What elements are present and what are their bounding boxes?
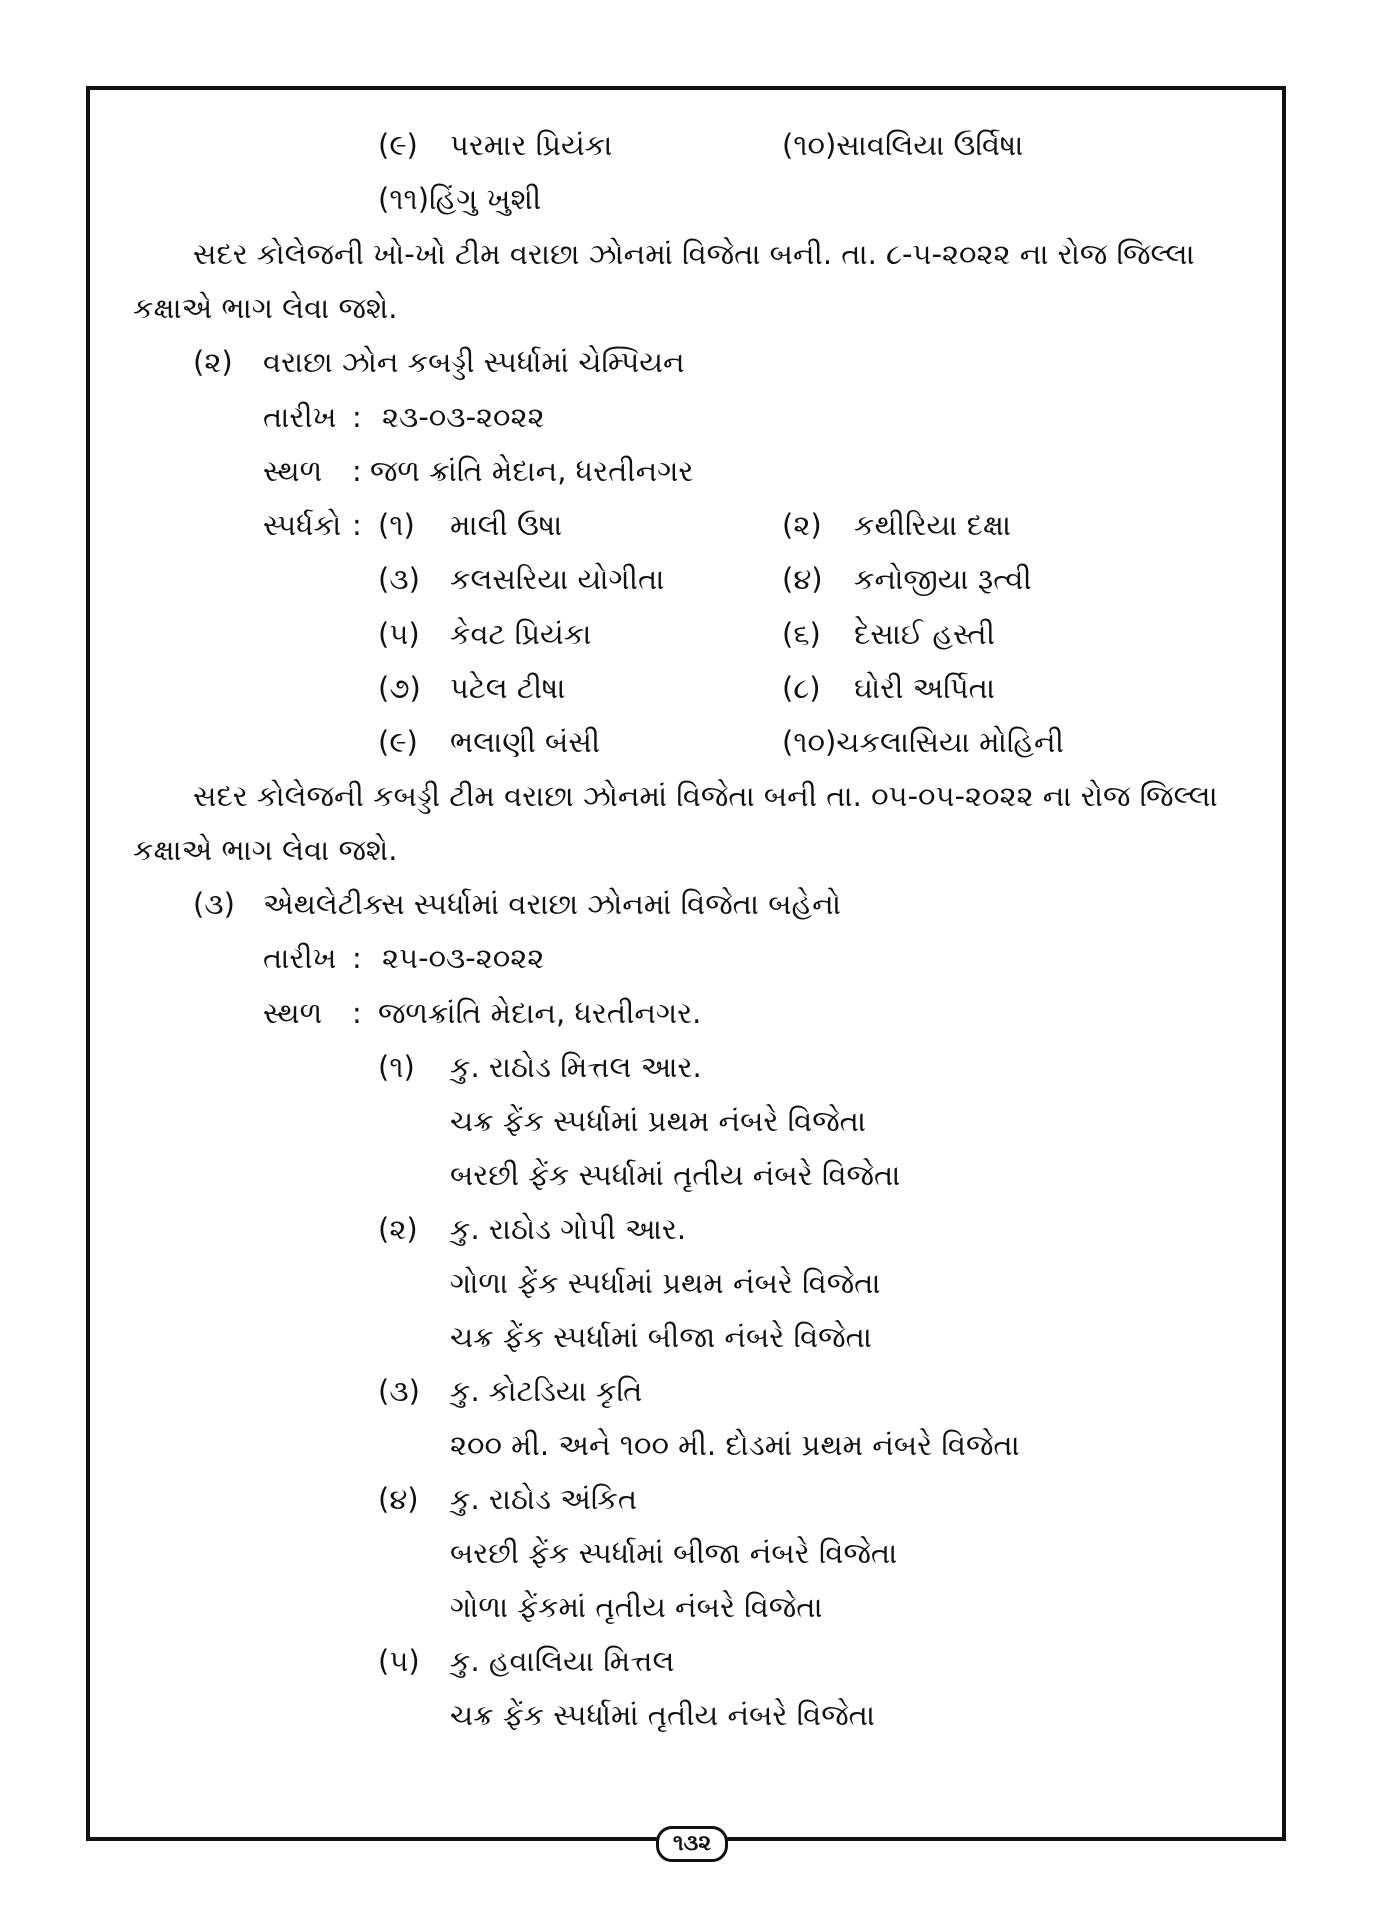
item-number: (૨) — [782, 508, 822, 542]
date-label: તારીખ — [263, 400, 337, 434]
place-value: જળ ક્રાંતિ મેદાન, ધરતીનગર — [370, 454, 694, 488]
player-name: ચકલાસિયા મોહિની — [836, 725, 1064, 759]
list-item — [782, 724, 1064, 760]
item-number: (૩) — [378, 1374, 420, 1408]
date-label: તારીખ — [263, 941, 337, 975]
date-value: ૨૩-૦૩-૨૦૨૨ — [382, 400, 545, 434]
player-name: સાવલિયા ઉર્વિષા — [836, 128, 1024, 162]
place-label: સ્થળ — [263, 454, 323, 488]
item-number: (૧૧) — [378, 182, 430, 216]
section-number: (૩) — [193, 887, 235, 921]
player-name: કથીરિયા દક્ષા — [854, 508, 1012, 542]
item-number: (૧૦) — [782, 128, 837, 162]
winner-achievement: ગોળા ફેંક સ્પર્ધામાં પ્રથમ નંબરે વિજેતા — [450, 1266, 881, 1300]
winner-name — [378, 1643, 674, 1679]
section-heading — [193, 886, 841, 922]
item-number: (૭) — [378, 671, 421, 705]
list-item — [782, 670, 995, 706]
winner-name — [378, 1373, 642, 1409]
list-item — [378, 724, 600, 760]
list-item — [782, 507, 1011, 543]
list-item — [782, 127, 1023, 163]
colon: : — [352, 400, 362, 434]
player-name: પરમાર પ્રિયંકા — [450, 128, 613, 162]
player-name: કલસરિયા યોગીતા — [450, 562, 665, 596]
players-label: સ્પર્ધકો — [263, 508, 342, 542]
item-number: (૨) — [378, 1212, 418, 1246]
item-number: (૪) — [378, 1482, 419, 1516]
winner-label: કુ. કોટડિયા કૃતિ — [450, 1374, 643, 1408]
list-item — [378, 127, 612, 163]
item-number: (૯) — [378, 128, 418, 162]
player-name: કેવટ પ્રિયંકા — [450, 617, 592, 651]
winner-label: કુ. રાઠોડ ગોપી આર. — [450, 1212, 687, 1246]
item-number: (૯) — [378, 725, 418, 759]
item-number: (૪) — [782, 562, 823, 596]
player-name: હિંગુ ખુશી — [429, 182, 542, 216]
section-title: વરાછા ઝોન કબડ્ડી સ્પર્ધામાં ચેમ્પિયન — [263, 345, 685, 379]
winner-achievement: ચક્ર ફેંક સ્પર્ધામાં બીજા નંબરે વિજેતા — [450, 1320, 872, 1354]
winner-achievement: ગોળા ફેંકમાં તૃતીય નંબરે વિજેતા — [450, 1590, 823, 1624]
winner-achievement: બરછી ફેંક સ્પર્ધામાં બીજા નંબરે વિજેતા — [450, 1536, 898, 1570]
list-item — [378, 507, 562, 543]
date-value: ૨૫-૦૩-૨૦૨૨ — [382, 941, 545, 975]
place-label: સ્થળ — [263, 996, 323, 1030]
item-number: (૧) — [378, 508, 415, 542]
player-name: માલી ઉષા — [450, 508, 563, 542]
item-number: (૫) — [378, 1644, 420, 1678]
item-number: (૬) — [782, 617, 821, 651]
colon: : — [352, 508, 362, 542]
colon: : — [352, 941, 362, 975]
winner-achievement: ચક્ર ફેંક સ્પર્ધામાં તૃતીય નંબરે વિજેતા — [450, 1698, 875, 1732]
winner-achievement: ૨૦૦ મી. અને ૧૦૦ મી. દોડમાં પ્રથમ નંબરે વિજેતા — [450, 1428, 1020, 1462]
player-name: ઘોરી અર્પિતા — [854, 671, 995, 705]
section-number: (૨) — [193, 345, 233, 379]
list-item — [378, 616, 591, 652]
list-item — [378, 561, 664, 597]
winner-label: કુ. હવાલિયા મિત્તલ — [450, 1644, 675, 1678]
section-heading — [193, 344, 685, 380]
colon: : — [352, 996, 362, 1030]
winner-achievement: બરછી ફેંક સ્પર્ધામાં તૃતીય નંબરે વિજેતા — [450, 1158, 901, 1192]
list-item — [378, 181, 541, 217]
player-name: દેસાઈ હસ્તી — [854, 617, 995, 651]
list-item — [782, 561, 1032, 597]
item-number: (૫) — [378, 617, 420, 651]
list-item — [782, 616, 995, 652]
winner-label: કુ. રાઠોડ મિત્તલ આર. — [450, 1050, 702, 1084]
list-item — [378, 670, 565, 706]
player-name: ભલાણી બંસી — [450, 725, 601, 759]
item-number: (૧) — [378, 1050, 415, 1084]
section-title: એથલેટીક્સ સ્પર્ધામાં વરાછા ઝોનમાં વિજેતા બહેનો — [263, 887, 841, 921]
page-number: ૧૩૨ — [656, 1826, 728, 1862]
paragraph-line: સદર કોલેજની ખો-ખો ટીમ વરાછા ઝોનમાં વિજેતા બની. તા. ૮-૫-૨૦૨૨ ના રોજ જિલ્લા — [193, 237, 1195, 271]
colon: : — [352, 454, 362, 488]
winner-name — [378, 1481, 637, 1517]
winner-name — [378, 1049, 702, 1085]
paragraph-line: કક્ષાએ ભાગ લેવા જશે. — [133, 291, 398, 325]
winner-achievement: ચક્ર ફેંક સ્પર્ધામાં પ્રથમ નંબરે વિજેતા — [450, 1104, 867, 1138]
place-value: જળક્રાંતિ મેદાન, ધરતીનગર. — [378, 996, 702, 1030]
item-number: (૧૦) — [782, 725, 837, 759]
item-number: (૩) — [378, 562, 420, 596]
player-name: પટેલ ટીષા — [450, 671, 566, 705]
winner-label: કુ. રાઠોડ અંકિત — [450, 1482, 638, 1516]
paragraph-line: સદર કોલેજની કબડ્ડી ટીમ વરાછા ઝોનમાં વિજેતા બની તા. ૦૫-૦૫-૨૦૨૨ ના રોજ જિલ્લા — [193, 779, 1218, 813]
paragraph-line: કક્ષાએ ભાગ લેવા જશે. — [133, 833, 398, 867]
item-number: (૮) — [782, 671, 821, 705]
player-name: કનોજીયા રૂત્વી — [854, 562, 1032, 596]
winner-name — [378, 1211, 686, 1247]
